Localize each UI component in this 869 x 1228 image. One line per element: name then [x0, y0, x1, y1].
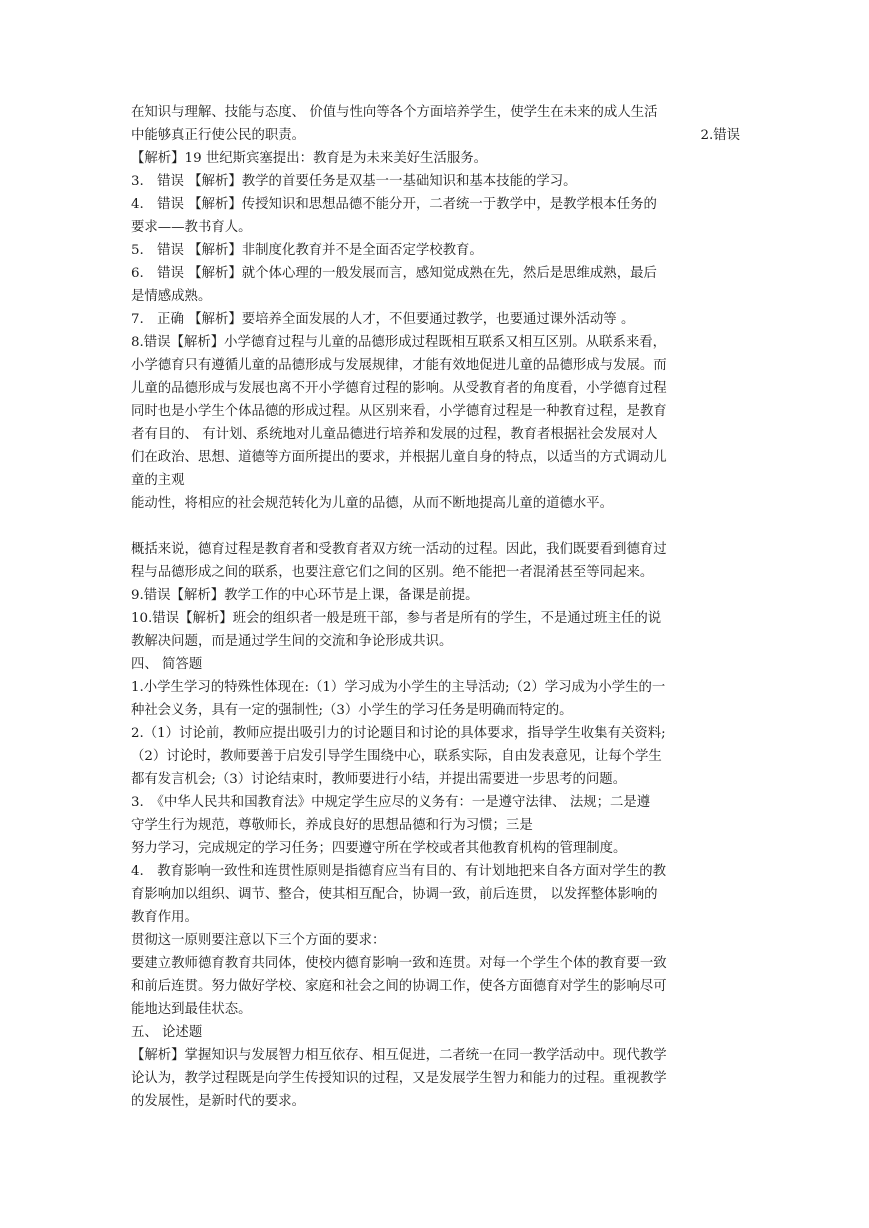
section-heading: 五、 论述题	[131, 1025, 203, 1040]
text-line	[131, 124, 740, 147]
text-line: 10.错误【解析】班会的组织者一般是班干部，参与者是所有的学生，不是通过班主任的说	[131, 611, 662, 626]
text-line: 种社会义务，具有一定的强制性;（3）小学生的学习任务是明确而特定的。	[131, 703, 573, 718]
text-line: 【解析】19 世纪斯宾塞提出：教育是为未来美好生活服务。	[131, 151, 488, 166]
text-line: 程与品德形成之间的联系，也要注意它们之间的区别。绝不能把一者混淆甚至等同起来。	[131, 565, 654, 580]
text-line: 8.错误【解析】小学德育过程与儿童的品德形成过程既相互联系又相互区别。从联系来看，	[131, 335, 667, 350]
text-line: 守学生行为规范，尊敬师长，养成良好的思想品德和行为习惯；三是	[131, 818, 533, 833]
text-line: 者有目的、 有计划、系统地对儿童品德进行培养和发展的过程，教育者根据社会发展对人	[131, 427, 658, 442]
text-line: 9.错误【解析】教学工作的中心环节是上课，备课是前提。	[131, 588, 479, 603]
text-line: 童的主观	[131, 473, 185, 488]
text-line: 5. 错误 【解析】非制度化教育并不是全面否定学校教育。	[131, 243, 483, 258]
text-line: 育影响加以组织、调节、整合，使其相互配合，协调一致，前后连贯， 以发挥整体影响的	[131, 887, 658, 902]
text-line: 同时也是小学生个体品德的形成过程。从区别来看，小学德育过程是一种教育过程，是教育	[131, 404, 667, 419]
text-line: 是情感成熟。	[131, 289, 212, 304]
text-line: 要求——教书育人。	[131, 220, 252, 235]
text-line: 教解决问题，而是通过学生间的交流和争论形成共识。	[131, 634, 453, 649]
text-line: 能动性，将相应的社会规范转化为儿童的品德，从而不断地提高儿童的道德水平。	[131, 496, 614, 511]
text-line: 儿童的品德形成与发展也离不开小学德育过程的影响。从受教育者的角度看，小学德育过程	[131, 381, 667, 396]
text-line: 论认为，教学过程既是向学生传授知识的过程，又是发展学生智力和能力的过程。重视教学	[131, 1071, 667, 1086]
text-line: 小学德育只有遵循儿童的品德形成与发展规律，才能有效地促进儿童的品德形成与发展。而	[131, 358, 667, 373]
text-line: 能地达到最佳状态。	[131, 1002, 252, 1017]
text-line: 在知识与理解、技能与态度、 价值与性向等各个方面培养学生，使学生在未来的成人生活	[131, 105, 658, 120]
text-line: 们在政治、思想、道德等方面所提出的要求，并根据儿童自身的特点，以适当的方式调动儿	[131, 450, 667, 465]
text-line: 1.小学生学习的特殊性体现在:（1）学习成为小学生的主导活动;（2）学习成为小学生的一	[131, 680, 666, 695]
section-heading: 四、 简答题	[131, 657, 203, 672]
text-line: 都有发言机会;（3）讨论结束时，教师要进行小结，并提出需要进一步思考的问题。	[131, 772, 627, 787]
text-line-part: 中能够真正行使公民的职责。	[131, 128, 306, 143]
text-line: （2）讨论时，教师要善于启发引导学生围绕中心，联系实际，自由发表意见，让每个学生	[131, 749, 662, 764]
text-line: 教育作用。	[131, 910, 198, 925]
text-line: 3. 《中华人民共和国教育法》中规定学生应尽的义务有：一是遵守法律、 法规；二是遵	[131, 795, 651, 810]
text-line: 6. 错误 【解析】就个体心理的一般发展而言，感知觉成熟在先，然后是思维成熟，最后	[131, 266, 657, 281]
text-line: 【解析】掌握知识与发展智力相互依存、相互促进，二者统一在同一教学活动中。现代教学	[131, 1048, 667, 1063]
text-line: 4. 教育影响一致性和连贯性原则是指德育应当有目的、有计划地把来自各方面对学生的教	[131, 864, 667, 879]
document-page	[131, 101, 740, 1113]
text-line: 2.（1）讨论前，教师应提出吸引力的讨论题目和讨论的具体要求，指导学生收集有关资料;	[131, 726, 666, 741]
text-line: 贯彻这一原则要注意以下三个方面的要求：	[131, 933, 386, 948]
text-line: 努力学习，完成规定的学习任务；四要遵守所在学校或者其他教育机构的管理制度。	[131, 841, 627, 856]
text-line: 的发展性，是新时代的要求。	[131, 1094, 306, 1109]
text-line: 4. 错误 【解析】传授知识和思想品德不能分开，二者统一于教学中，是教学根本任务的	[131, 197, 657, 212]
text-line: 7. 正确 【解析】要培养全面发展的人才，不但要通过教学，也要通过课外活动等 。	[131, 312, 635, 327]
text-line: 概括来说，德育过程是教育者和受教育者双方统一活动的过程。因此，我们既要看到德育过	[131, 542, 667, 557]
text-line-part: 2.错误	[700, 128, 740, 143]
text-line: 3. 错误 【解析】教学的首要任务是双基一一基础知识和基本技能的学习。	[131, 174, 577, 189]
text-line: 和前后连贯。努力做好学校、家庭和社会之间的协调工作，使各方面德育对学生的影响尽可	[131, 979, 667, 994]
paragraph-gap	[131, 515, 740, 538]
text-line: 要建立教师德育教育共同体，使校内德育影响一致和连贯。对每一个学生个体的教育要一致	[131, 956, 667, 971]
